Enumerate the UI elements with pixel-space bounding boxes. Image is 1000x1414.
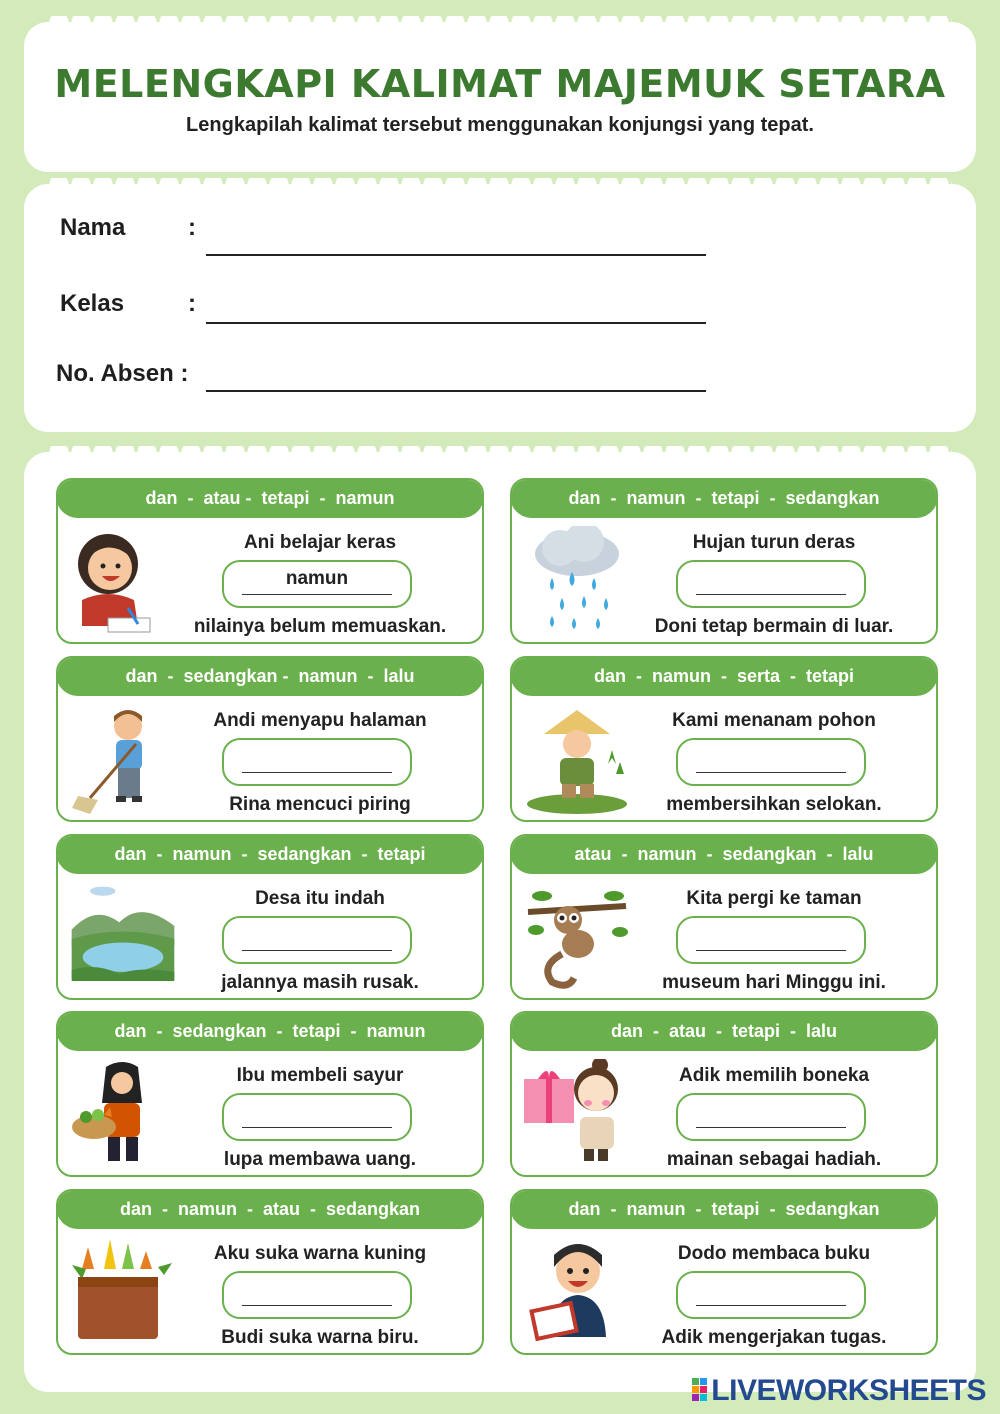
- sentence-first-clause: Dodo membaca buku: [677, 1243, 871, 1264]
- answer-underline: [696, 772, 846, 773]
- boy-sweeping-icon: [68, 704, 178, 816]
- answer-underline: [242, 1127, 392, 1128]
- lemur-on-branch-icon: [522, 882, 632, 994]
- conjunction-options: dan - namun - atau - sedangkan: [56, 1189, 484, 1229]
- sentence-second-clause: Adik mengerjakan tugas.: [661, 1327, 887, 1348]
- number-field[interactable]: [206, 390, 706, 392]
- farmer-planting-icon: [522, 704, 632, 816]
- liveworksheets-brand: LIVEWORKSHEETS: [711, 1374, 986, 1407]
- answer-input[interactable]: [222, 1093, 412, 1141]
- sentence-first-clause: Aku suka warna kuning: [213, 1243, 427, 1264]
- conjunction-options: atau - namun - sedangkan - lalu: [510, 834, 938, 874]
- conjunction-options: dan - atau - tetapi - namun: [56, 478, 484, 518]
- girl-writing-icon: [68, 526, 178, 638]
- answer-underline: [242, 1305, 392, 1306]
- exercise-card: [56, 834, 484, 1000]
- sentence-second-clause: Budi suka warna biru.: [221, 1327, 419, 1348]
- answer-input[interactable]: [222, 916, 412, 964]
- rain-cloud-icon: [522, 526, 632, 638]
- name-label: Nama: [60, 214, 126, 241]
- sentence-second-clause: Rina mencuci piring: [229, 794, 411, 815]
- answer-input[interactable]: [222, 738, 412, 786]
- woman-with-basket-icon: [68, 1059, 178, 1171]
- name-colon: :: [188, 214, 196, 241]
- exercise-card: [510, 478, 938, 644]
- page-title: MELENGKAPI KALIMAT MAJEMUK SETARA: [54, 62, 946, 106]
- sentence-first-clause: Ani belajar keras: [243, 532, 397, 553]
- sentence-first-clause: Adik memilih boneka: [678, 1065, 870, 1086]
- exercise-card: [510, 656, 938, 822]
- scallop-edge: [48, 178, 952, 190]
- answer-underline: [696, 1127, 846, 1128]
- number-label: No. Absen :: [56, 360, 189, 387]
- exercise-card: [510, 834, 938, 1000]
- name-field[interactable]: [206, 254, 706, 256]
- class-field[interactable]: [206, 322, 706, 324]
- answer-underline: [696, 594, 846, 595]
- answer-value: namun: [285, 568, 349, 589]
- scallop-edge: [48, 446, 952, 458]
- exercise-card: [56, 1011, 484, 1177]
- sentence-first-clause: Kita pergi ke taman: [686, 888, 862, 909]
- answer-input[interactable]: [676, 738, 866, 786]
- answer-input[interactable]: [676, 1093, 866, 1141]
- answer-input[interactable]: [676, 1271, 866, 1319]
- class-label: Kelas: [60, 290, 125, 317]
- conjunction-options: dan - atau - tetapi - lalu: [510, 1011, 938, 1051]
- sentence-second-clause: mainan sebagai hadiah.: [666, 1149, 882, 1170]
- lake-landscape-icon: [68, 882, 178, 994]
- exercise-card: [510, 1189, 938, 1355]
- sentence-first-clause: Desa itu indah: [255, 888, 385, 909]
- sentence-second-clause: membersihkan selokan.: [666, 794, 882, 815]
- sentence-second-clause: museum hari Minggu ini.: [662, 972, 886, 993]
- answer-input[interactable]: [676, 560, 866, 608]
- exercise-card: [56, 1189, 484, 1355]
- answer-input[interactable]: [676, 916, 866, 964]
- class-colon: :: [188, 290, 196, 317]
- girl-with-gift-icon: [522, 1059, 632, 1171]
- boy-reading-icon: [522, 1237, 632, 1349]
- sentence-second-clause: Doni tetap bermain di luar.: [654, 616, 894, 637]
- sentence-second-clause: jalannya masih rusak.: [221, 972, 419, 993]
- sentence-first-clause: Kami menanam pohon: [672, 710, 876, 731]
- answer-input[interactable]: [222, 560, 412, 608]
- exercise-card: [56, 478, 484, 644]
- sentence-first-clause: Hujan turun deras: [692, 532, 856, 553]
- sentence-first-clause: Andi menyapu halaman: [213, 710, 427, 731]
- scallop-edge: [48, 16, 952, 28]
- conjunction-options: dan - namun - tetapi - sedangkan: [510, 478, 938, 518]
- conjunction-options: dan - sedangkan - tetapi - namun: [56, 1011, 484, 1051]
- page-subtitle: Lengkapilah kalimat tersebut menggunakan konjungsi yang tepat.: [186, 114, 814, 136]
- answer-underline: [696, 1305, 846, 1306]
- answer-underline: [696, 950, 846, 951]
- answer-underline: [242, 772, 392, 773]
- student-info-panel: [24, 184, 976, 432]
- title-panel: [24, 22, 976, 172]
- conjunction-options: dan - namun - sedangkan - tetapi: [56, 834, 484, 874]
- conjunction-options: dan - sedangkan - namun - lalu: [56, 656, 484, 696]
- exercise-card: [510, 1011, 938, 1177]
- crayon-pot-icon: [68, 1237, 178, 1349]
- sentence-second-clause: lupa membawa uang.: [223, 1149, 417, 1170]
- exercise-card: [56, 656, 484, 822]
- answer-input[interactable]: [222, 1271, 412, 1319]
- sentence-first-clause: Ibu membeli sayur: [236, 1065, 404, 1086]
- conjunction-options: dan - namun - serta - tetapi: [510, 656, 938, 696]
- conjunction-options: dan - namun - tetapi - sedangkan: [510, 1189, 938, 1229]
- answer-underline: [242, 950, 392, 951]
- sentence-second-clause: nilainya belum memuaskan.: [193, 616, 447, 637]
- answer-underline: [242, 594, 392, 595]
